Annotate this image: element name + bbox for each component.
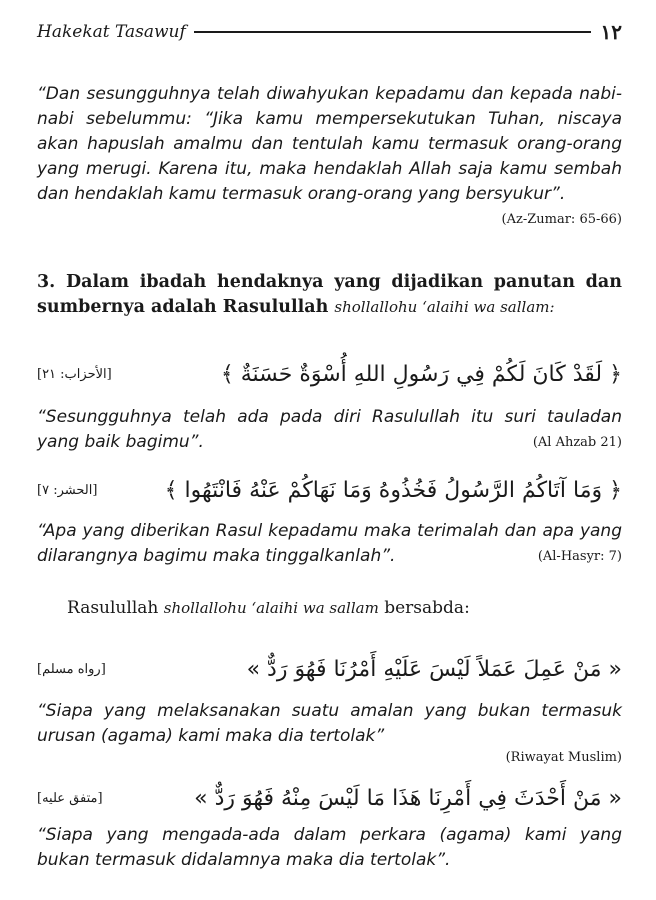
hadith-muslim-translation-block	[37, 699, 622, 767]
quote-zumar	[37, 82, 622, 232]
point-3	[37, 270, 622, 320]
hadith-agreed-translation-block	[37, 823, 622, 873]
running-title: Hakekat Tasawuf	[37, 22, 186, 42]
bersabda-line	[37, 596, 622, 620]
verse-hasyr-arabic: ﴿ وَمَا آتَاكُمُ الرَّسُولُ فَخُذُوهُ وَمَا نَهَاكُمْ عَنْهُ فَانْتَهُوا ﴾	[164, 478, 622, 503]
hadith-muslim-translation: “Siapa yang melaksanakan suatu amalan yang bukan termasuk urusan (agama) kami maka dia tertolak”	[37, 701, 622, 746]
verse-hasyr-source: [الحشر: ٧]	[37, 483, 98, 498]
hadith-agreed-source: [متفق عليه]	[37, 791, 103, 806]
hadith-agreed-arabic: « مَنْ أَحْدَثَ فِي أَمْرِنَا هَذَا مَا لَيْسَ مِنْهُ فَهُوَ رَدٌّ »	[194, 786, 622, 811]
point-3-honorific: shollallohu ‘alaihi wa sallam	[334, 298, 550, 316]
header-rule	[194, 31, 591, 33]
verse-ahzab-ref: (Al Ahzab 21)	[532, 435, 622, 450]
page-number: ١٢	[600, 20, 622, 44]
verse-hasyr-ref: (Al-Hasyr: 7)	[537, 549, 622, 564]
point-3-colon: :	[549, 298, 555, 316]
page-header	[37, 20, 622, 44]
bersabda-honorific: shollallohu ‘alaihi wa sallam	[163, 599, 379, 617]
quote-zumar-ref: (Az-Zumar: 65-66)	[501, 212, 622, 227]
verse-ahzab-row	[37, 362, 622, 387]
verse-hasyr-translation-block	[37, 519, 622, 569]
bersabda-prefix: Rasulullah	[67, 598, 159, 618]
hadith-muslim-arabic: « مَنْ عَمِلَ عَمَلاً لَيْسَ عَلَيْهِ أَمْرُنَا فَهُوَ رَدٌّ »	[246, 657, 622, 682]
hadith-muslim-row	[37, 657, 622, 682]
bersabda-suffix: bersabda:	[384, 598, 470, 618]
verse-ahzab-arabic: ﴿ لَقَدْ كَانَ لَكُمْ فِي رَسُولِ اللهِ أُسْوَةٌ حَسَنَةٌ ﴾	[220, 362, 622, 387]
verse-ahzab-translation-block	[37, 405, 622, 455]
verse-ahzab-source: [الأحزاب: ٢١]	[37, 367, 112, 382]
hadith-agreed-translation: “Siapa yang mengada-ada dalam perkara (agama) kami yang bukan termasuk didalamnya maka dia tertolak”.	[37, 825, 622, 870]
point-3-heading: 3. Dalam ibadah hendaknya yang dijadikan panutan dan sumbernya adalah Rasulullah	[37, 272, 622, 317]
quote-zumar-text: “Dan sesungguhnya telah diwahyukan kepadamu dan kepada nabi-nabi sebelummu: “Jika kamu mempersekutukan Tuhan, niscaya akan hapuslah amalmu dan tentulah kamu termasuk orang-orang yang merugi. Karena itu, maka hendaklah Allah saja kamu sembah dan hendaklah kamu termasuk orang-orang yang bersyukur”.	[37, 84, 622, 204]
verse-ahzab-translation: “Sesungguhnya telah ada pada diri Rasulullah itu suri tauladan yang baik bagimu”.	[37, 407, 622, 452]
verse-hasyr-row	[37, 478, 622, 503]
hadith-muslim-source: [رواه مسلم]	[37, 662, 106, 677]
hadith-agreed-row	[37, 786, 622, 811]
verse-hasyr-translation: “Apa yang diberikan Rasul kepadamu maka terimalah dan apa yang dilarangnya bagimu maka tinggalkanlah”.	[37, 521, 622, 566]
hadith-muslim-ref: (Riwayat Muslim)	[505, 750, 622, 765]
